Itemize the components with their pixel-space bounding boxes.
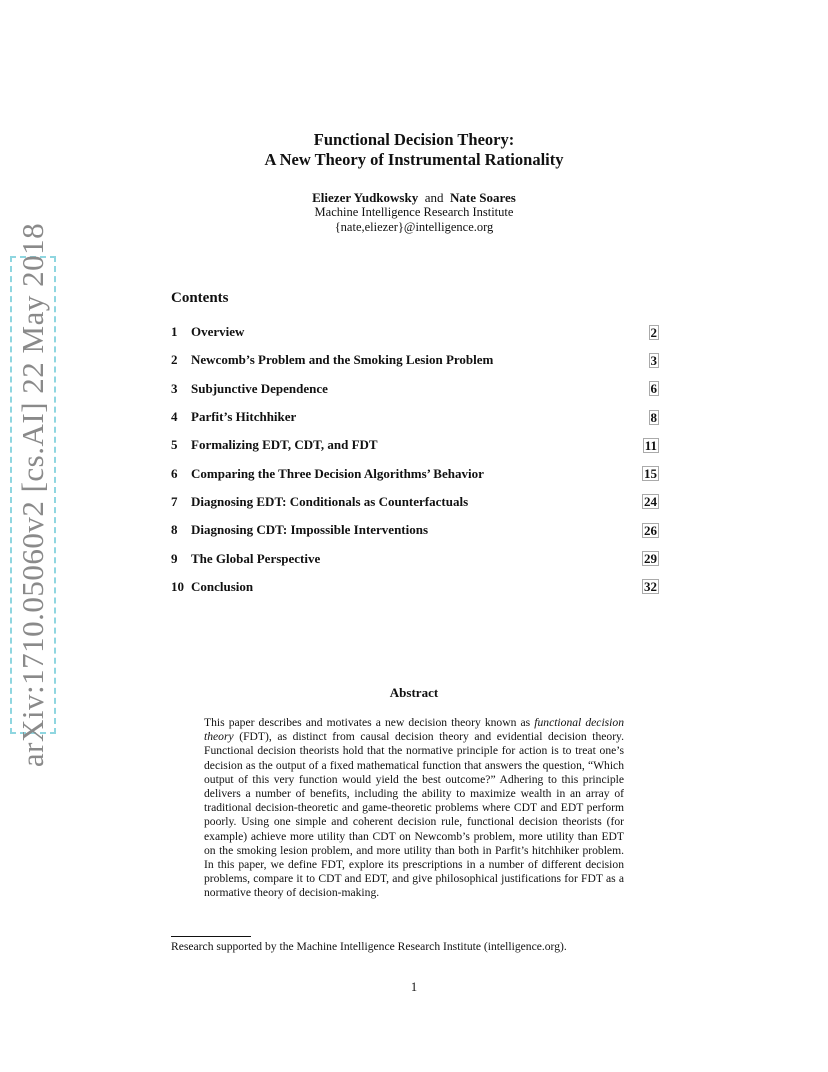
- toc-title: Diagnosing EDT: Conditionals as Counterfactuals: [191, 493, 469, 509]
- toc-number: 8: [171, 522, 178, 538]
- toc-page-link[interactable]: 3: [650, 352, 657, 368]
- toc-title: The Global Perspective: [191, 550, 321, 566]
- page-number: 1: [410, 980, 418, 994]
- footnote-rule: [171, 936, 251, 937]
- paper-title-line-2: A New Theory of Instrumental Rationality: [264, 150, 564, 169]
- toc-page-link[interactable]: 32: [644, 579, 657, 595]
- toc-number: 4: [171, 409, 178, 425]
- toc-title: Newcomb’s Problem and the Smoking Lesion Problem: [191, 352, 494, 368]
- affiliation: Machine Intelligence Research Institute: [314, 205, 514, 219]
- arxiv-stamp[interactable]: [10, 222, 56, 768]
- author-2: Nate Soares: [450, 190, 516, 205]
- toc-entry[interactable]: [171, 544, 659, 572]
- footnote: Research supported by the Machine Intelligence Research Institute (intelligence.org).: [171, 940, 567, 953]
- toc-title: Parfit’s Hitchhiker: [191, 409, 297, 425]
- toc-page-link[interactable]: 11: [644, 437, 657, 453]
- toc-entry[interactable]: [171, 516, 659, 544]
- toc-title: Conclusion: [191, 578, 254, 594]
- toc-page-link[interactable]: 8: [650, 409, 657, 425]
- toc-entry[interactable]: [171, 459, 659, 487]
- toc-number: 3: [171, 380, 178, 396]
- toc-page-link[interactable]: 24: [644, 494, 657, 510]
- toc-number: 7: [171, 493, 178, 509]
- authors: [0, 190, 828, 205]
- toc-title: Overview: [191, 324, 245, 340]
- toc-entry[interactable]: [171, 573, 659, 601]
- toc-title: Subjunctive Dependence: [191, 380, 328, 396]
- toc-page-link[interactable]: 29: [644, 551, 657, 567]
- toc-number: 2: [171, 352, 178, 368]
- toc-title: Formalizing EDT, CDT, and FDT: [191, 437, 378, 453]
- toc-entry[interactable]: [171, 488, 659, 516]
- email: {nate,eliezer}@intelligence.org: [334, 220, 494, 234]
- abstract-emphasis: functional decision theory: [204, 716, 624, 744]
- toc-page-link[interactable]: 15: [644, 466, 657, 482]
- abstract-heading: Abstract: [389, 685, 439, 700]
- table-of-contents: [171, 318, 659, 601]
- contents-heading: Contents: [171, 290, 229, 306]
- toc-entry[interactable]: [171, 403, 659, 431]
- toc-number: 6: [171, 465, 178, 481]
- toc-page-link[interactable]: 2: [650, 324, 657, 340]
- toc-page-link[interactable]: 26: [644, 522, 657, 538]
- toc-number: 10: [171, 578, 184, 594]
- arxiv-stamp-text: arXiv:1710.05060v2 [cs.AI] 22 May 2018: [15, 222, 51, 768]
- toc-entry[interactable]: [171, 318, 659, 346]
- toc-number: 9: [171, 550, 178, 566]
- abstract-intro: This paper describes and motivates a new decision theory known as: [204, 716, 535, 729]
- toc-number: 5: [171, 437, 178, 453]
- toc-number: 1: [171, 324, 178, 340]
- toc-page-link[interactable]: 6: [650, 381, 657, 397]
- abstract-text: [204, 716, 624, 901]
- toc-entry[interactable]: [171, 431, 659, 459]
- paper-title-line-1: Functional Decision Theory:: [313, 130, 515, 149]
- abstract-body: (FDT), as distinct from causal decision theory and evidential decision theory. Functional decision theorists hold that the normative principle for action is to treat one’s decision as the output of a fixed mathematical function that answers the question, “Which output of this very function would yield the best outcome?” Adhering to this principle delivers a number of benefits, including the ability to maximize wealth in an array of traditional decision-theoretic and game-theoretic problems where CDT and EDT perform poorly. Using one simple and coherent decision rule, functional decision theorists (for example) achieve more utility than CDT on Newcomb’s problem, more utility than EDT on the smoking lesion problem, and more utility than both in Parfit’s hitchhiker problem. In this paper, we define FDT, explore its prescriptions in a number of different decision problems, compare it to CDT and EDT, and give philosophical justifications for FDT as a normative theory of decision-making.: [204, 730, 624, 900]
- author-join: and: [424, 190, 444, 205]
- toc-entry[interactable]: [171, 346, 659, 374]
- toc-title: Comparing the Three Decision Algorithms’ Behavior: [191, 465, 484, 481]
- title-block: [0, 130, 828, 235]
- toc-entry[interactable]: [171, 375, 659, 403]
- author-1: Eliezer Yudkowsky: [312, 190, 419, 205]
- toc-title: Diagnosing CDT: Impossible Interventions: [191, 522, 429, 538]
